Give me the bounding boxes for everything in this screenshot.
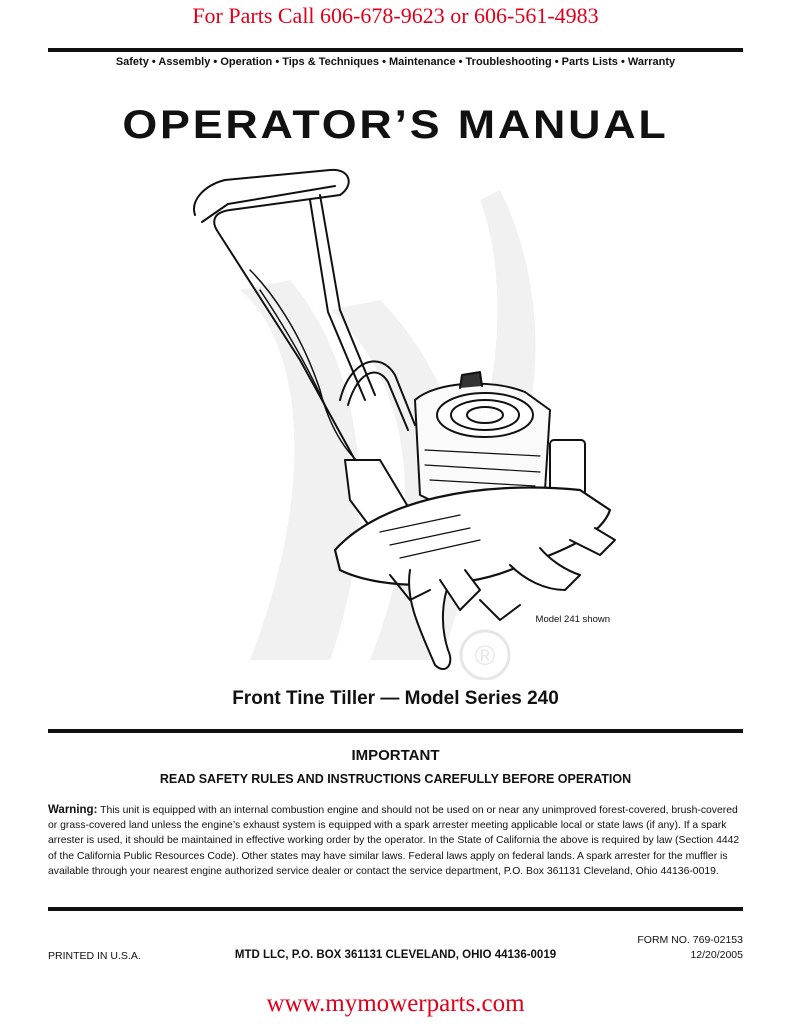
form-info <box>560 933 743 963</box>
bottom-divider <box>48 907 743 911</box>
form-number: FORM NO. 769-02153 <box>637 934 743 946</box>
middle-divider <box>48 729 743 733</box>
illustration-caption: Model 241 shown <box>535 614 610 625</box>
parts-phone-banner: For Parts Call 606-678-9623 or 606-561-4983 <box>192 3 599 28</box>
website-link[interactable]: www.mymowerparts.com <box>266 990 525 1017</box>
important-heading: IMPORTANT <box>351 747 440 764</box>
warning-paragraph <box>48 803 740 879</box>
printed-in: PRINTED IN U.S.A. <box>48 950 141 962</box>
tiller-illustration <box>180 160 640 680</box>
manual-title: OPERATOR’S MANUAL <box>122 103 669 147</box>
top-divider <box>48 48 743 52</box>
form-date: 12/20/2005 <box>690 949 743 961</box>
company-address: MTD LLC, P.O. BOX 361131 CLEVELAND, OHIO 44136-0019 <box>234 949 557 961</box>
warning-text: This unit is equipped with an internal combustion engine and should not be used on or near any unimproved forest-covered, brush-covered or grass-covered land unless the engine’s exhaust system is equipped with a spark arrester meeting applicable local or state laws (if any). If a spark arrester is used, it should be maintained in effective working order by the operator. In the State of California the above is required by law (Section 4442 of the California Public Resources Code). Other states may have similar laws. Federal laws apply on federal lands. A spark arrester for the muffler is available through your nearest engine authorized service dealer or contact the service department, P.O. Box 361131 Cleveland, Ohio 44136-0019. <box>48 805 740 877</box>
warning-label: Warning: <box>48 804 98 816</box>
model-title: Front Tine Tiller — Model Series 240 <box>232 688 559 709</box>
registered-symbol: ® <box>474 640 496 671</box>
contents-line: Safety • Assembly • Operation • Tips & Techniques • Maintenance • Troubleshooting • Parts Lists • Warranty <box>115 56 676 68</box>
read-rules-heading: READ SAFETY RULES AND INSTRUCTIONS CAREFULLY BEFORE OPERATION <box>159 772 632 786</box>
